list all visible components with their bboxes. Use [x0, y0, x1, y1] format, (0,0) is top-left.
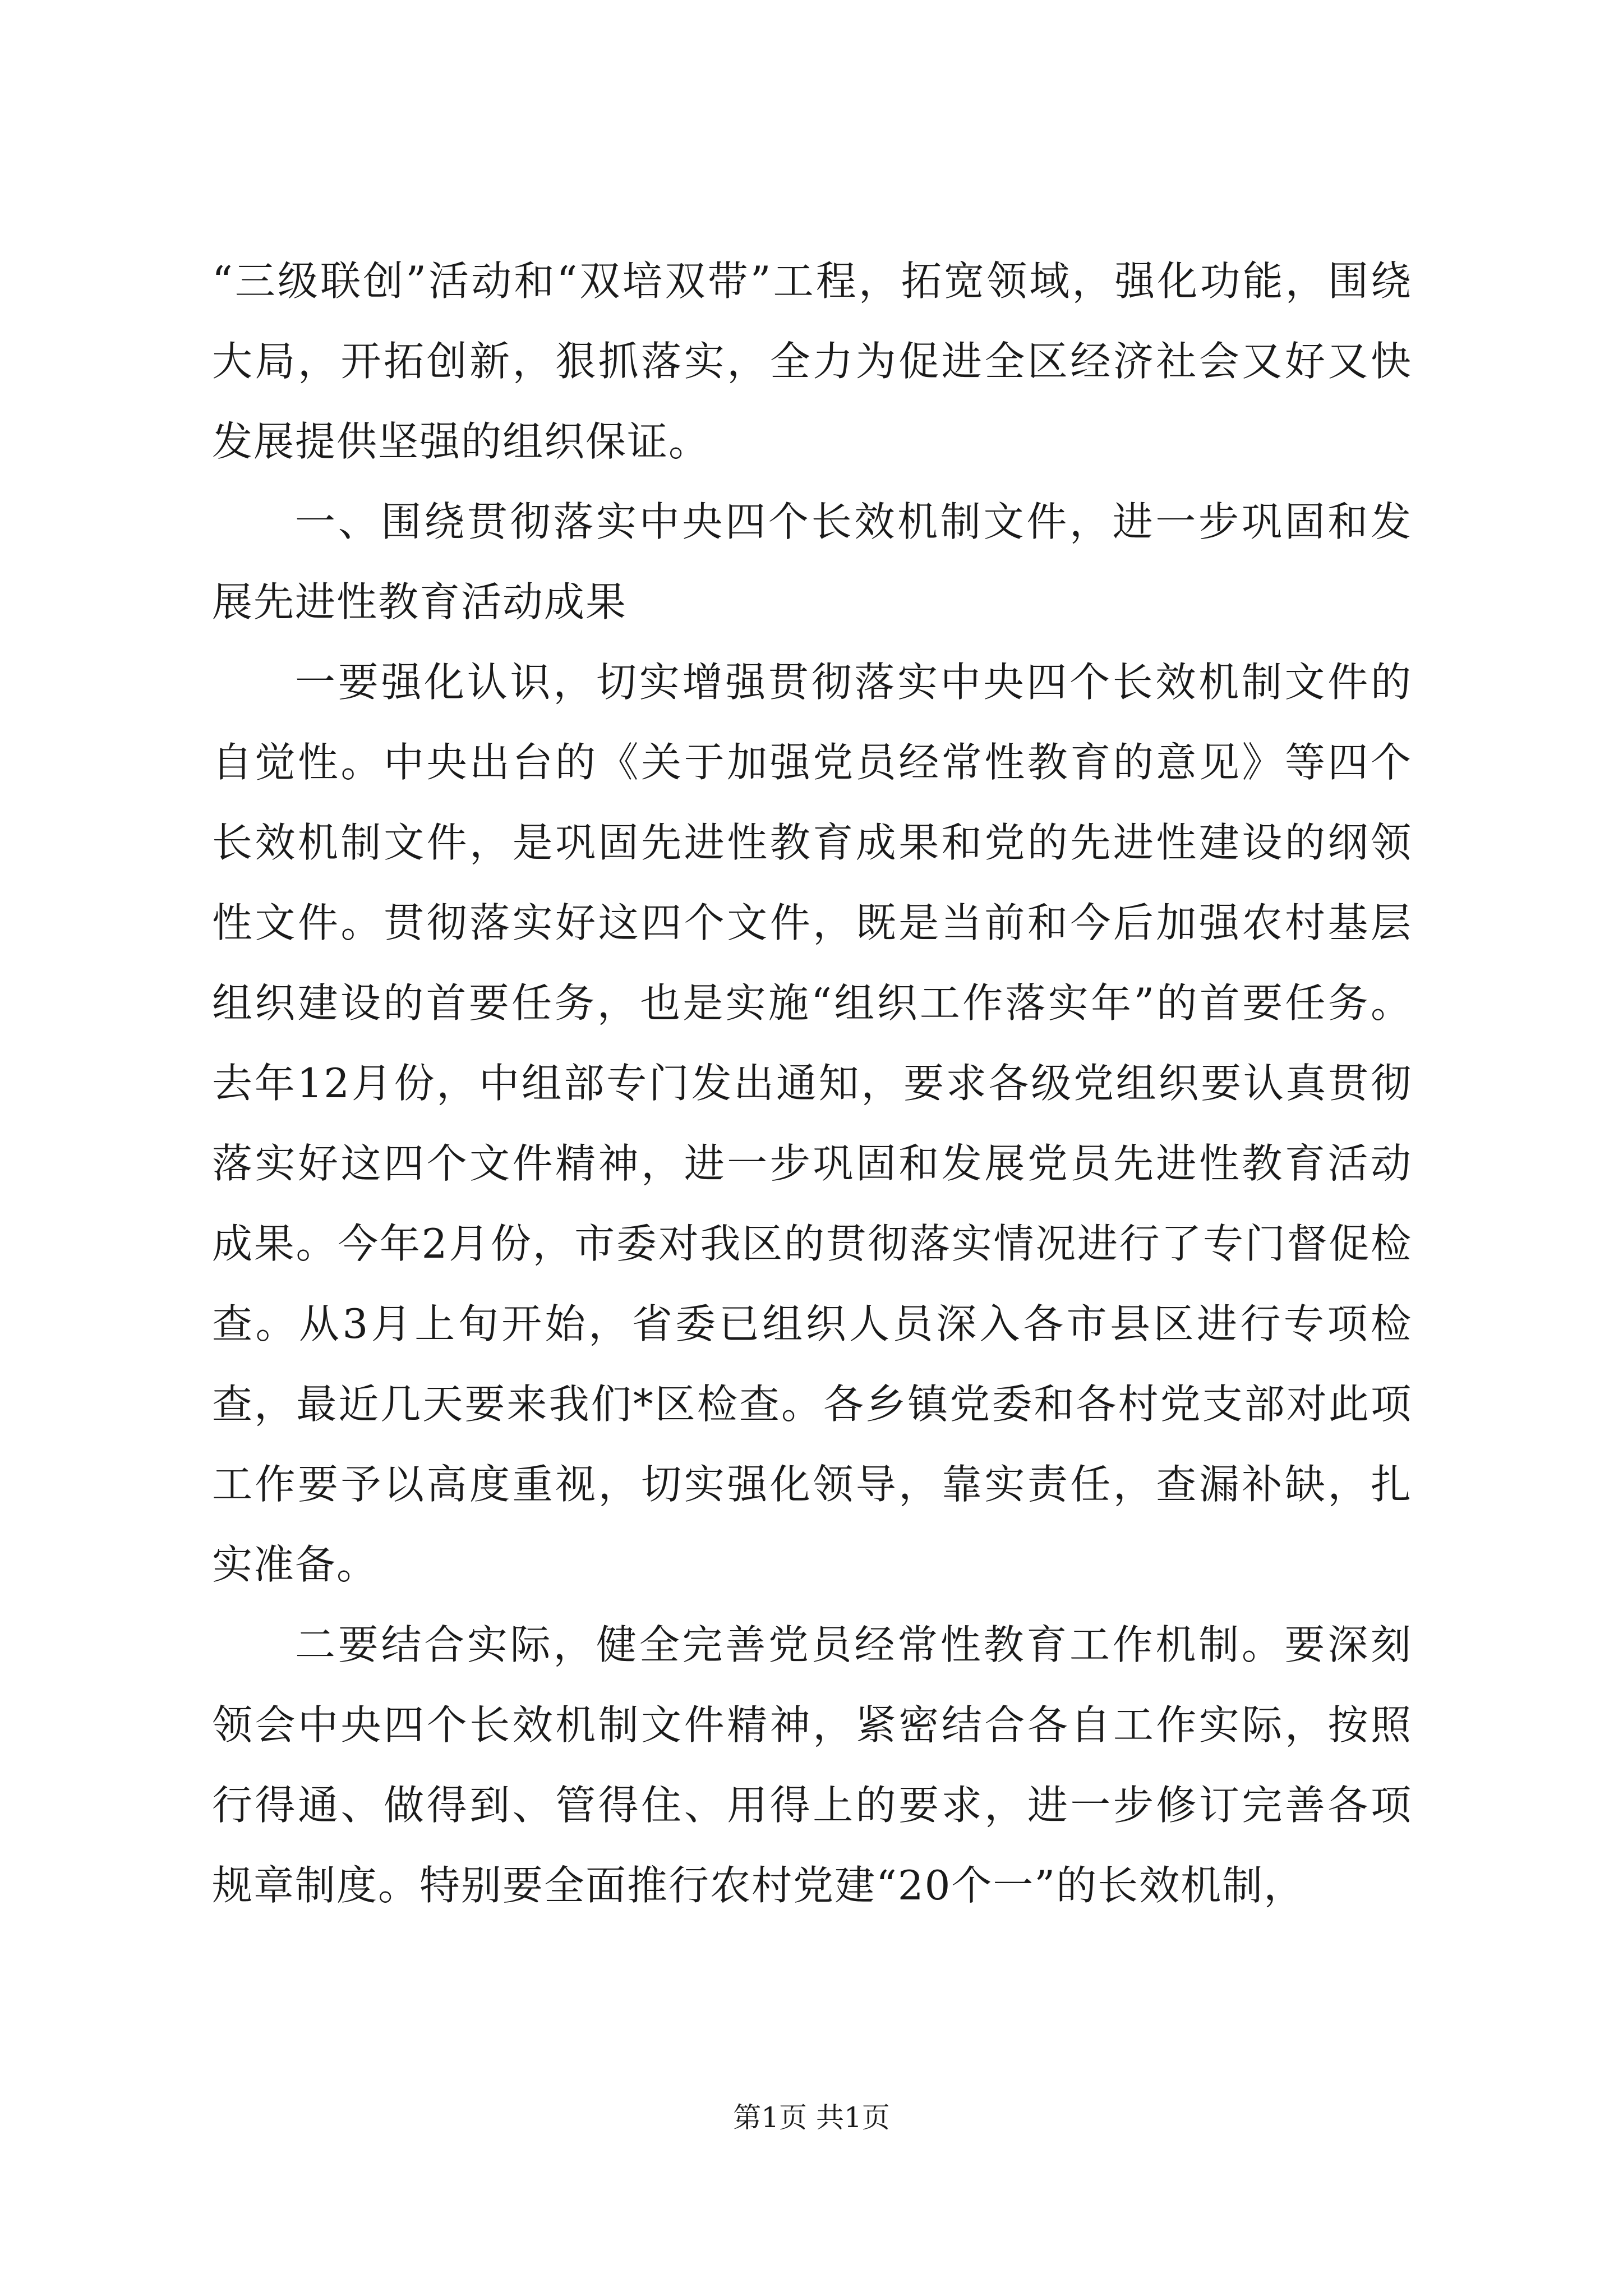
page-number: 第1页 共1页 — [733, 2101, 890, 2134]
document-body — [212, 241, 1412, 1926]
page-footer — [0, 2098, 1623, 2137]
section-heading: 一、围绕贯彻落实中央四个长效机制文件，进一步巩固和发展先进性教育活动成果 — [212, 498, 1412, 625]
paragraph-point-two: 二要结合实际，健全完善党员经常性教育工作机制。要深刻领会中央四个长效机制文件精神，紧密结合各自工作实际，按照行得通、做得到、管得住、用得上的要求，进一步修订完善各项规章制度。特别要全面推行农村党建“20个一”的长效机制， — [212, 1621, 1412, 1909]
paragraph-continuation: “三级联创”活动和“双培双带”工程，拓宽领域，强化功能，围绕大局，开拓创新，狠抓落实，全力为促进全区经济社会又好又快发展提供坚强的组织保证。 — [212, 257, 1412, 465]
paragraph-point-one: 一要强化认识，切实增强贯彻落实中央四个长效机制文件的自觉性。中央出台的《关于加强党员经常性教育的意见》等四个长效机制文件，是巩固先进性教育成果和党的先进性建设的纲领性文件。贯彻落实好这四个文件，既是当前和今后加强农村基层组织建设的首要任务，也是实施“组织工作落实年”的首要任务。去年12月份，中组部专门发出通知，要求各级党组织要认真贯彻落实好这四个文件精神，进一步巩固和发展党员先进性教育活动成果。今年2月份，市委对我区的贯彻落实情况进行了专门督促检查。从3月上旬开始，省委已组织人员深入各市县区进行专项检查，最近几天要来我们*区检查。各乡镇党委和各村党支部对此项工作要予以高度重视，切实强化领导，靠实责任，查漏补缺，扎实准备。 — [212, 659, 1412, 1588]
